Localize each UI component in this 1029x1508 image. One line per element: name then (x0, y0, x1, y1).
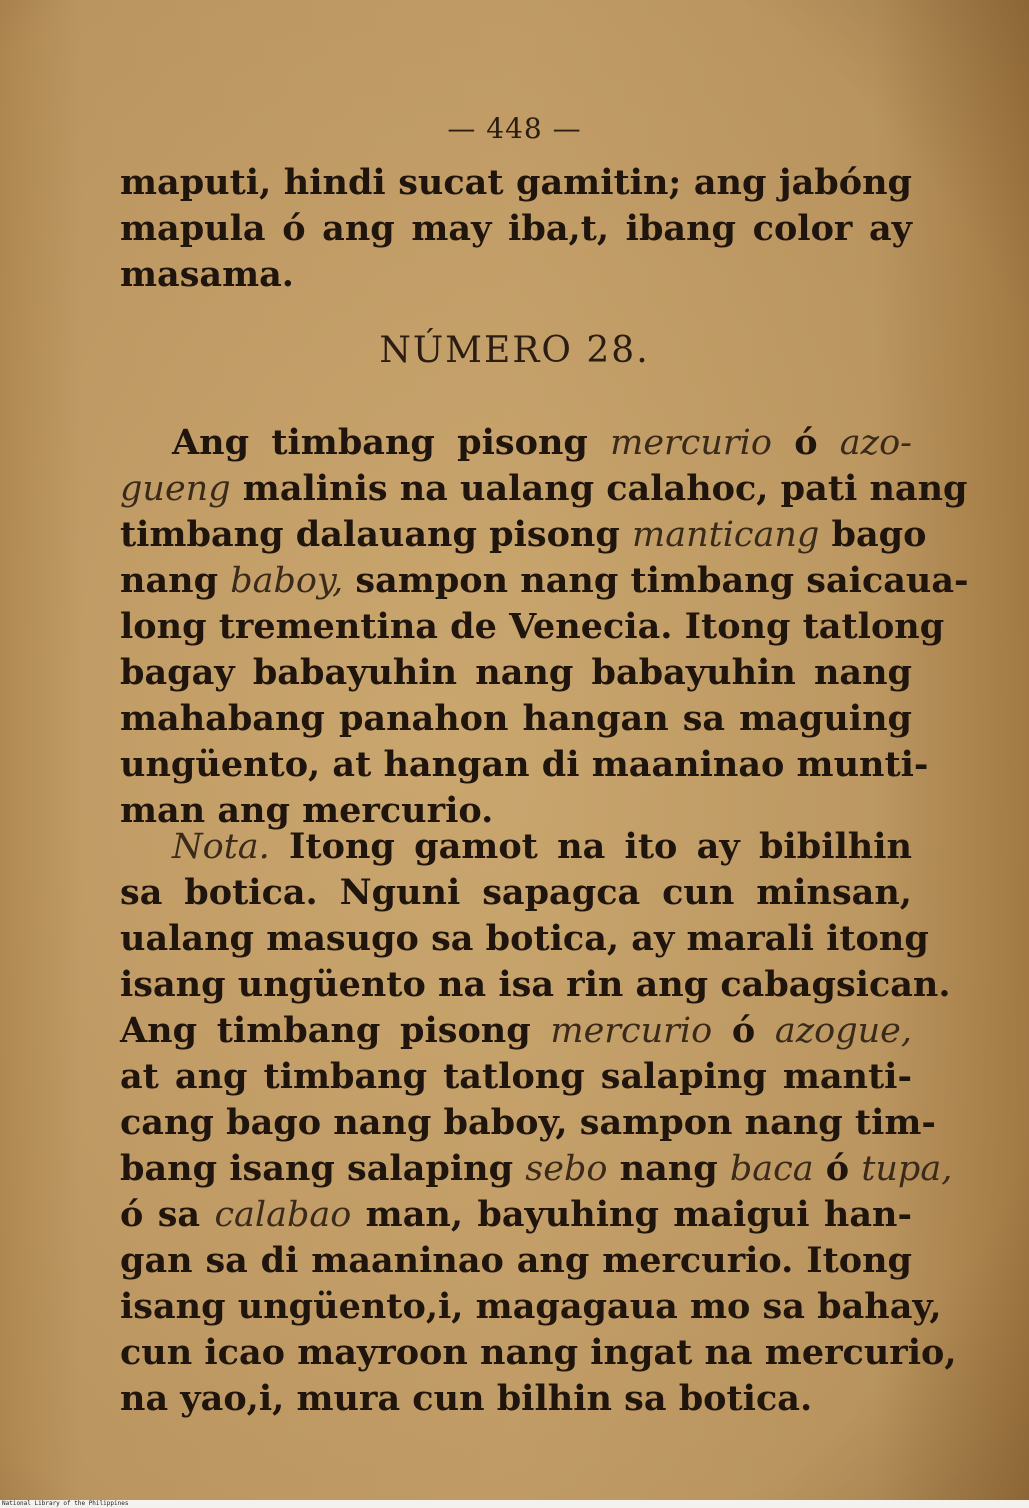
text-run: ualang masugo sa botica, ay marali itong (120, 918, 929, 959)
text-line (120, 650, 912, 696)
text-line (120, 1146, 953, 1192)
text-line (120, 1054, 912, 1100)
italic-term: azogue, (774, 1011, 912, 1051)
text-line (120, 558, 969, 604)
text-run: man ang mercurio. (120, 790, 494, 831)
text-line (120, 742, 929, 788)
italic-term: gueng (120, 469, 231, 509)
text-line (120, 512, 927, 558)
text-line (120, 466, 968, 512)
intro-text (120, 160, 912, 298)
text-run: nang (120, 560, 231, 601)
text-line: masama. (120, 254, 294, 295)
text-run: ungüento, at hangan di maaninao munti- (120, 744, 929, 785)
text-line (120, 1192, 912, 1238)
library-footer (0, 1500, 1029, 1508)
text-run: mahabang panahon hangan sa maguing (120, 698, 912, 739)
text-run: isang ungüento,i, magagaua mo sa bahay, (120, 1286, 942, 1327)
text-run: timbang dalauang pisong (120, 514, 633, 555)
text-run: ó sa (120, 1194, 215, 1235)
text-line (120, 962, 951, 1008)
text-line (120, 420, 912, 466)
text-run: at ang timbang tatlong salaping manti- (120, 1056, 912, 1097)
text-run: nang (607, 1148, 730, 1189)
italic-term: azo- (839, 423, 913, 463)
italic-term: baboy, (230, 561, 344, 601)
text-run: cun icao mayroon nang ingat na mercurio, (120, 1332, 957, 1373)
text-line: mapula ó ang may iba,t, ibang color ay (120, 208, 912, 249)
italic-term: Nota. (172, 827, 270, 867)
footer-credit: National Library of the Philippines (2, 1500, 129, 1507)
text-run: ó (712, 1010, 775, 1051)
text-run: Ang timbang pisong (120, 1010, 551, 1051)
text-line (120, 696, 912, 742)
italic-term: baca (729, 1149, 814, 1189)
text-run: cang bago nang baboy, sampon nang tim- (120, 1102, 936, 1143)
text-line (120, 870, 912, 916)
text-line: maputi, hindi sucat gamitin; ang jabóng (120, 162, 912, 203)
page-number: — 448 — (447, 112, 582, 145)
text-run: bago (819, 514, 927, 555)
text-line (120, 1008, 912, 1054)
text-run: Itong gamot na ito ay bibilhin (269, 826, 912, 867)
text-line (120, 604, 945, 650)
section-heading: NÚMERO 28. (379, 330, 650, 371)
text-run: ó (771, 422, 840, 463)
text-line (120, 916, 929, 962)
text-run: isang ungüento na isa rin ang cabagsican. (120, 964, 951, 1005)
text-run: long trementina de Venecia. Itong tatlong (120, 606, 945, 647)
text-line (120, 1330, 957, 1376)
text-line (120, 1376, 912, 1422)
italic-term: mercurio (610, 423, 772, 463)
text-line (120, 824, 912, 870)
text-run: ó (813, 1148, 862, 1189)
paragraph-nota (120, 824, 957, 1422)
text-run: gan sa di maaninao ang mercurio. Itong (120, 1240, 912, 1281)
italic-term: tupa, (861, 1149, 953, 1189)
text-run: Ang timbang pisong (172, 422, 611, 463)
text-run: bang isang salaping (120, 1148, 526, 1189)
text-line (120, 1100, 936, 1146)
paragraph-recipe (120, 420, 969, 834)
text-run: sampon nang timbang saicaua- (343, 560, 969, 601)
text-run: sa botica. Nguni sapagca cun minsan, (120, 872, 912, 913)
italic-term: calabao (214, 1195, 352, 1235)
italic-term: manticang (632, 515, 820, 555)
text-run: man, bayuhing maigui han- (351, 1194, 912, 1235)
text-line (120, 1284, 942, 1330)
text-line (120, 1238, 912, 1284)
text-run: malinis na ualang calahoc, pati nang (230, 468, 968, 509)
italic-term: sebo (525, 1149, 608, 1189)
text-run: bagay babayuhin nang babayuhin nang (120, 652, 912, 693)
italic-term: mercurio (550, 1011, 713, 1051)
text-run: na yao,i, mura cun bilhin sa botica. (120, 1378, 813, 1419)
